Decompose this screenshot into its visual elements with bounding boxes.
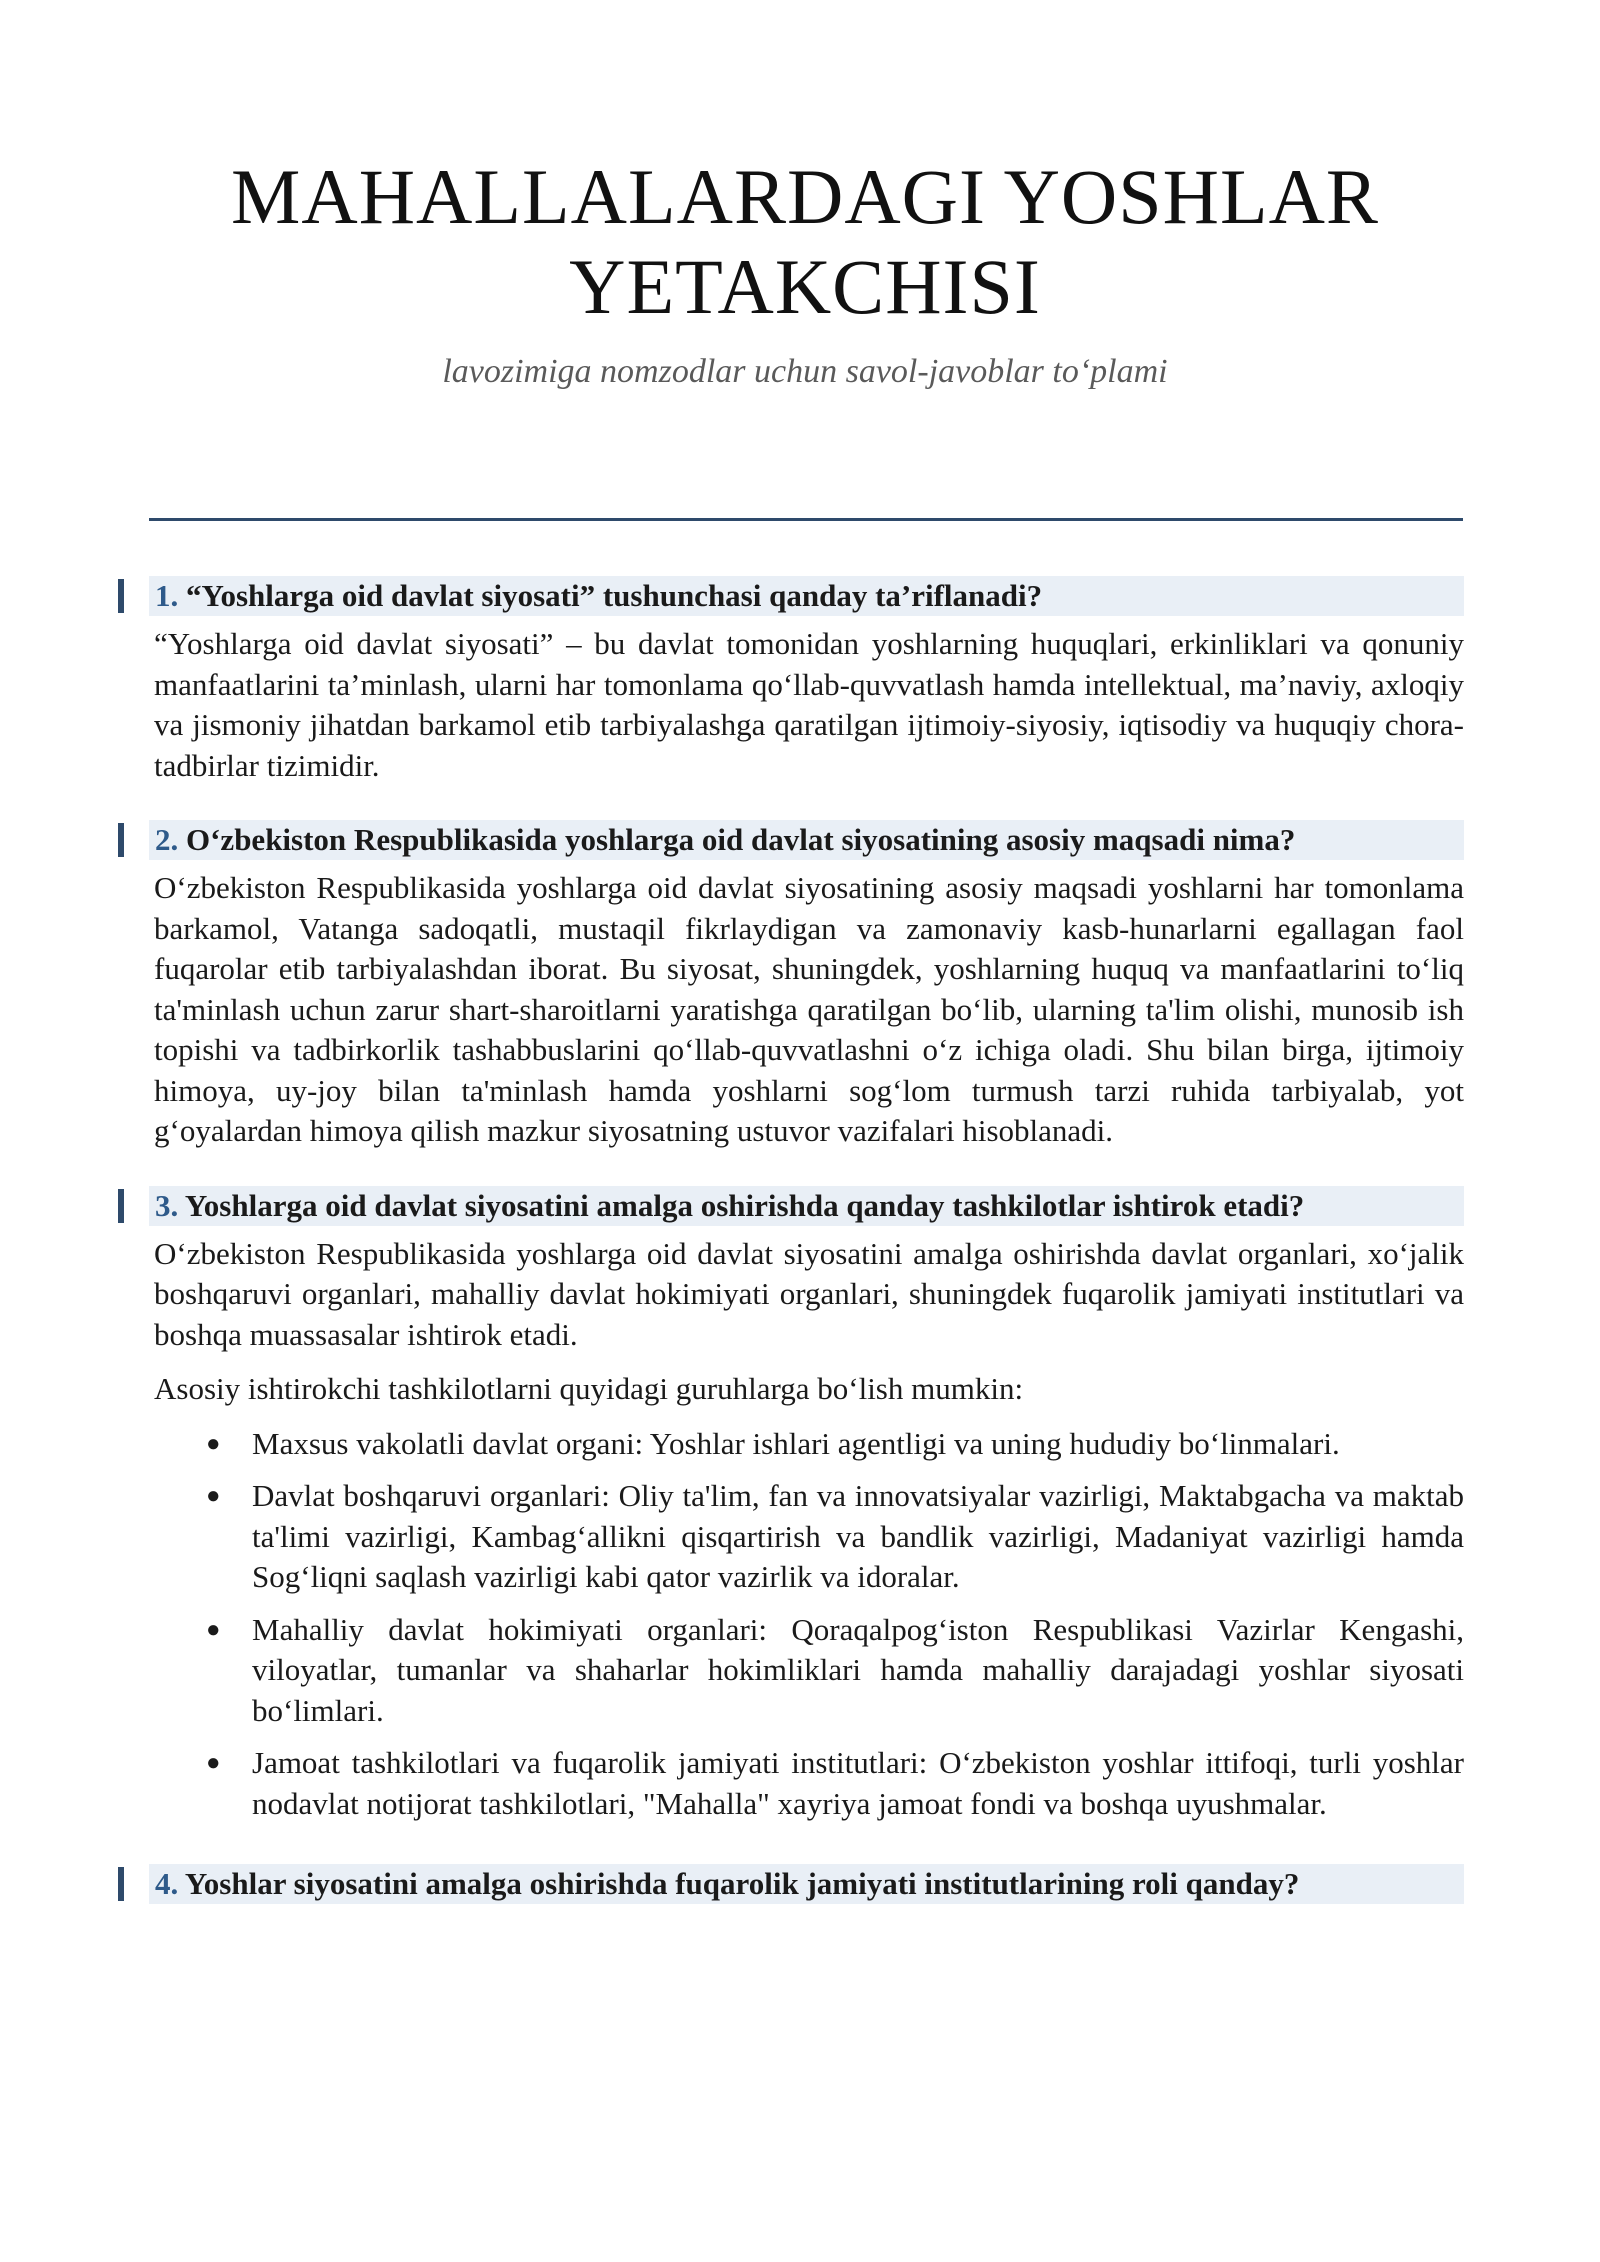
document-subtitle: lavozimiga nomzodlar uchun savol-javoblar to‘plami <box>442 353 1168 390</box>
list-item-text: Maxsus vakolatli davlat organi: Yoshlar ishlari agentligi va uning hududiy bo‘linmalari. <box>252 1425 1340 1461</box>
list-item-text: Davlat boshqaruvi organlari: Oliy ta'lim, fan va innovatsiyalar vazirligi, Maktabgacha va maktab ta'limi vazirligi, Kambag‘allikni qisqartirish va bandlik vazirligi, Madaniyat vazirligi hamda Sog‘liqni saqlash vazirligi kabi qator vazirlik va idoralar. <box>252 1478 1464 1594</box>
question-4-number: 4. <box>155 1866 179 1901</box>
question-2-heading <box>149 820 1464 860</box>
participant-groups-list <box>154 1424 1464 1825</box>
question-1-text: “Yoshlarga oid davlat siyosati” tushunchasi qanday ta’riflanadi? <box>186 578 1043 613</box>
list-item <box>154 1476 1464 1598</box>
question-2-number: 2. <box>155 822 179 857</box>
answer-2: O‘zbekiston Respublikasida yoshlarga oid davlat siyosatining asosiy maqsadi yoshlarni har tomonlama barkamol, Vatanga sadoqatli, mustaqil fikrlaydigan va zamonaviy kasb-hunarlarni egallagan faol fuqarolar etib tarbiyalashdan iborat. Bu siyosat, shuningdek, yoshlarning huquq va manfaatlarini to‘liq ta'minlash uchun zarur shart-sharoitlarni yaratishga qaratilgan bo‘lib, ularning ta'lim olishi, munosib ish topishi va tadbirkorlik tashabbuslarini qo‘llab-quvvatlashni o‘z ichiga oladi. Shu bilan birga, ijtimoiy himoya, uy-joy bilan ta'minlash hamda yoshlarni sog‘lom turmush tarzi ruhida tarbiyalab, yot g‘oyalardan himoya qilish mazkur siyosatning ustuvor vazifalari hisoblanadi. <box>154 870 1464 1148</box>
list-item <box>154 1424 1464 1465</box>
answer-3: O‘zbekiston Respublikasida yoshlarga oid davlat siyosatini amalga oshirishda davlat organlari, xo‘jalik boshqaruvi organlari, mahalliy davlat hokimiyati organlari, shuningdek fuqarolik jamiyati institutlari va boshqa muassasalar ishtirok etadi. <box>154 1235 1464 1352</box>
question-3-text: Yoshlarga oid davlat siyosatini amalga oshirishda qanday tashkilotlar ishtirok etadi? <box>184 1187 1305 1223</box>
question-3-heading <box>149 1186 1464 1226</box>
title-line-2: YETAKCHISI <box>569 243 1041 330</box>
question-2-text: O‘zbekiston Respublikasida yoshlarga oid davlat siyosatining asosiy maqsadi nima? <box>186 822 1296 857</box>
title-divider <box>149 518 1463 521</box>
bullet-icon: ● <box>206 1483 221 1509</box>
question-1-number: 1. <box>155 578 179 613</box>
list-item <box>154 1743 1464 1824</box>
question-3-number: 3. <box>155 1187 179 1223</box>
list-item-text: Mahalliy davlat hokimiyati organlari: Qoraqalpog‘iston Respublikasi Vazirlar Kengashi, viloyatlar, tumanlar va shaharlar hokimliklari hamda mahalliy darajadagi yoshlar siyosati bo‘limlari. <box>252 1611 1464 1728</box>
bullet-icon: ● <box>206 1750 221 1776</box>
document-title <box>150 152 1460 332</box>
bullet-icon: ● <box>206 1430 221 1457</box>
qa-content <box>118 576 1464 1904</box>
list-item <box>154 1610 1464 1732</box>
question-4-text: Yoshlar siyosatini amalga oshirishda fuqarolik jamiyati institutlarining roli qanday? <box>184 1866 1300 1901</box>
answer-1: “Yoshlarga oid davlat siyosati” – bu davlat tomonidan yoshlarning huquqlari, erkinliklari va qonuniy manfaatlarini ta’minlash, ularni har tomonlama qo‘llab-quvvatlash hamda intellektual, ma’naviy, axloqiy va jismoniy jihatdan barkamol etib tarbiyalashga qaratilgan ijtimoiy-siyosiy, iqtisodiy va huquqiy chora-tadbirlar tizimidir. <box>154 626 1464 783</box>
bullet-icon: ● <box>206 1616 221 1643</box>
title-line-1: MAHALLALARDAGI YOSHLAR <box>231 153 1379 240</box>
question-1-heading <box>149 576 1464 616</box>
list-item-text: Jamoat tashkilotlari va fuqarolik jamiyati institutlari: O‘zbekiston yoshlar ittifoqi, turli yoshlar nodavlat notijorat tashkilotlari, "Mahalla" xayriya jamoat fondi va boshqa uyushmalar. <box>252 1745 1464 1821</box>
question-4-heading <box>149 1864 1464 1904</box>
answer-3-intro: Asosiy ishtirokchi tashkilotlarni quyidagi guruhlarga bo‘lish mumkin: <box>154 1371 1024 1406</box>
